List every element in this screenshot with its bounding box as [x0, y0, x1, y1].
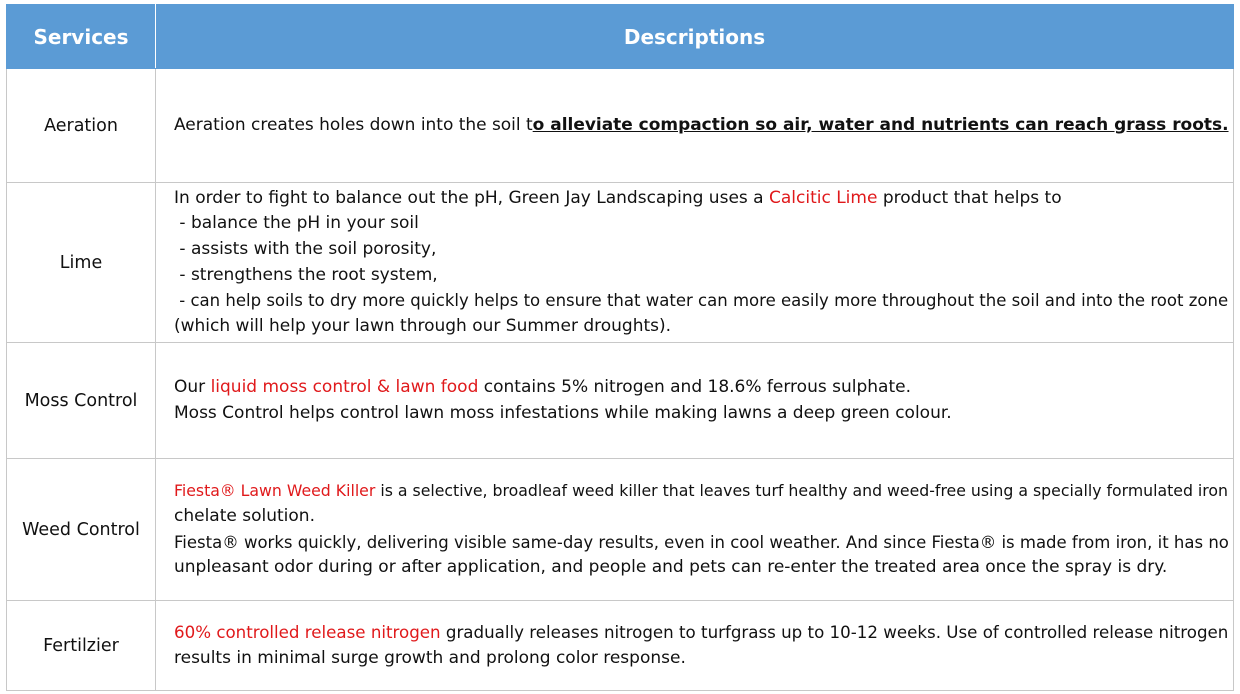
product-highlight: Calcitic Lime [768, 187, 878, 208]
service-description [156, 601, 1234, 691]
description-line: - balance the pH in your soil [174, 213, 419, 234]
description-text: Our [174, 376, 211, 397]
service-description [156, 459, 1234, 601]
description-text: contains 5% nitrogen and 18.6% ferrous sulphate. [478, 376, 911, 397]
service-name: Aeration [7, 69, 156, 183]
header-row [7, 5, 1234, 69]
descriptions-header: Descriptions [156, 5, 1234, 69]
description-line: unpleasant odor during or after application, and people and pets can re-enter the treated area once the spray is dry. [174, 557, 1168, 578]
table-row [7, 343, 1234, 459]
description-line [174, 478, 1229, 504]
service-name: Weed Control [7, 459, 156, 601]
table-row [7, 601, 1234, 691]
description-text: In order to fight to balance out the pH, Green Jay Landscaping uses a [174, 187, 769, 208]
description-line: (which will help your lawn through our Summer droughts). [174, 315, 672, 336]
product-highlight: liquid moss control & lawn food [210, 376, 479, 397]
description-line: results in minimal surge growth and prolong color response. [174, 647, 686, 668]
description-line: chelate solution. [174, 505, 315, 526]
description-line [174, 620, 1229, 646]
description-line [174, 186, 1229, 212]
description-line: Moss Control helps control lawn moss infestations while making lawns a deep green colour. [174, 402, 952, 423]
service-name: Fertilzier [7, 601, 156, 691]
description-line: - strengthens the root system, [174, 264, 438, 285]
description-text: Aeration creates holes down into the soil t [174, 114, 533, 135]
service-name: Lime [7, 183, 156, 343]
service-name: Moss Control [7, 343, 156, 459]
emphasis-text: o alleviate compaction so air, water and nutrients can reach grass roots. [532, 114, 1229, 135]
product-highlight: 60% controlled release nitrogen [174, 622, 441, 642]
description-text: gradually releases nitrogen to turfgrass up to 10-12 weeks. Use of controlled release nitrogen [440, 622, 1229, 642]
services-header: Services [7, 5, 156, 69]
service-description [156, 69, 1234, 183]
table-row [7, 459, 1234, 601]
description-line: - can help soils to dry more quickly helps to ensure that water can more easily more throughout the soil and into the root zone [174, 291, 1229, 311]
description-line [174, 375, 1229, 401]
description-text: is a selective, broadleaf weed killer that leaves turf healthy and weed-free using a specially formulated iron [375, 481, 1228, 501]
description-line [174, 113, 1229, 139]
service-description [156, 183, 1234, 343]
service-description [156, 343, 1234, 459]
product-highlight: Fiesta® Lawn Weed Killer [174, 481, 376, 501]
description-line: - assists with the soil porosity, [174, 238, 437, 259]
description-line: Fiesta® works quickly, delivering visible same-day results, even in cool weather. And since Fiesta® is made from iron, it has no [174, 532, 1229, 552]
services-table [6, 4, 1234, 691]
table-row [7, 183, 1234, 343]
table-row [7, 69, 1234, 183]
description-text: product that helps to [877, 187, 1062, 208]
